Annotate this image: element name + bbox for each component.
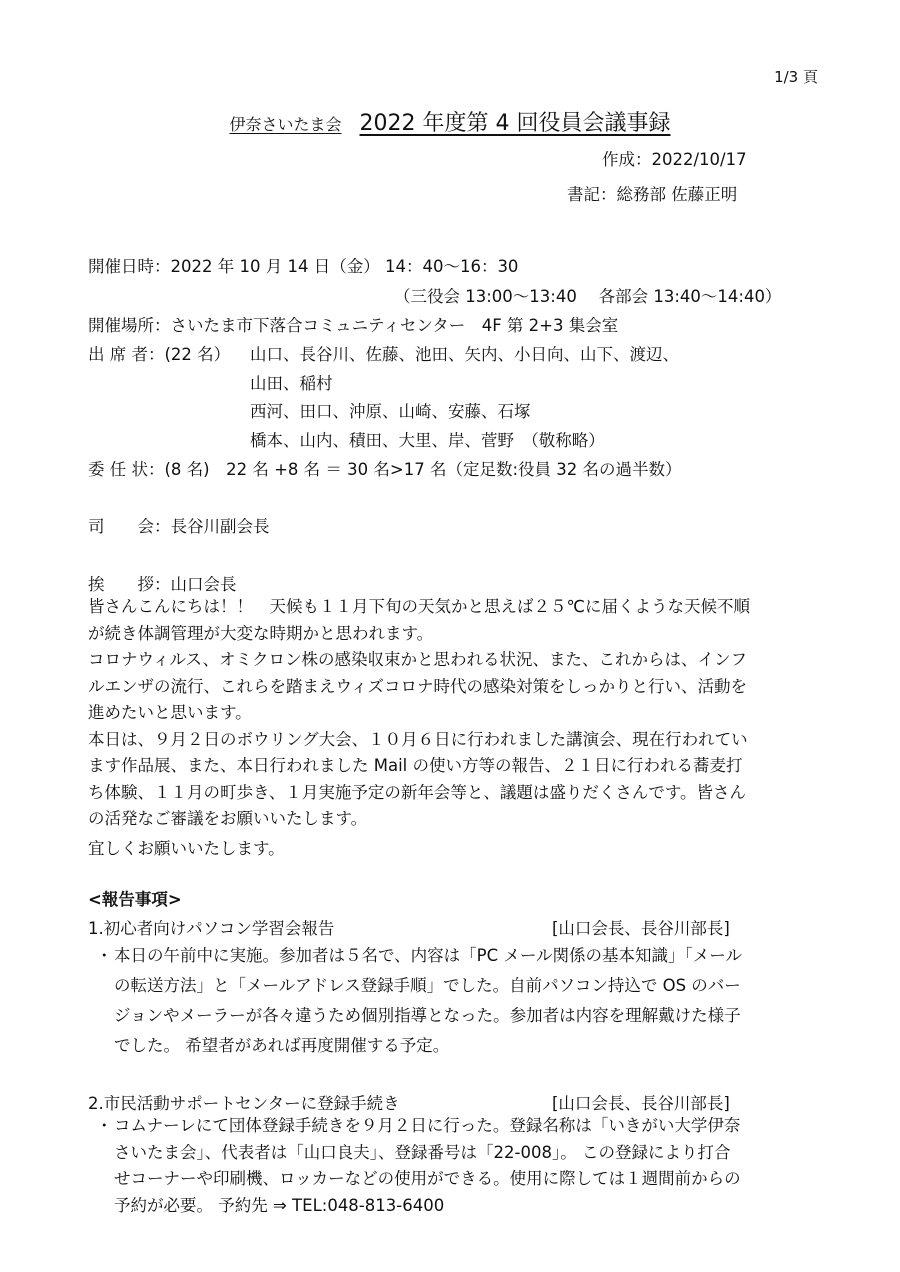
greeting-line: コロナウィルス、オミクロン株の感染収束かと思われる状況、また、これからは、インフ [88,650,748,669]
report-line: 予約が必要。 予約先 ⇒ TEL:048-813-6400 [114,1195,445,1215]
greeting-line: ち体験、１１月の町歩き、１月実施予定の新年会等と、議題は盛りだくさんです。皆さん [88,782,747,802]
report-line: 本日の午前中に実施。参加者は５名で、内容は「PC メール関係の基本知識」「メール [114,946,742,965]
greeting-line: ルエンザの流行、これらを踏まえウィズコロナ時代の感染対策をしっかりと行い、活動を [88,676,748,696]
report-title: 1.初心者向けパソコン学習会報告 [88,919,335,938]
report-line: せコーナーや印刷機、ロッカーなどの使用ができる。使用に際しては１週間前からの [114,1169,741,1188]
proxy-count: 委 任 状：(8 名) 22 名 +8 名 ＝ 30 名>17 名（定足数:役員 32 名の過半数） [88,460,682,479]
greeting-line: の活発なご審議をお願いいたします。 [88,809,368,828]
greeting-line: ます作品展、また、本日行われました Mail の使い方等の報告、２１日に行われる蕎麦打 [88,756,743,775]
org-name: 伊奈さいたま会 [229,115,342,134]
attendees-line: 山田、稲村 [250,374,333,393]
greeting-line: が続き体調管理が大変な時期かと思われます。 [88,623,434,643]
secretary: 書記：総務部 佐藤正明 [567,185,738,204]
attendees-label: 出 席 者：(22 名） [88,345,231,364]
attendees-line: 山口、長谷川、佐藤、池田、矢内、小日向、山下、渡辺、 [250,345,679,364]
report-line: の転送方法」と「メールアドレス登録手順」でした。自前パソコン持込で OS のバー [114,976,741,995]
greeting-line: 皆さんこんにちは！！ 天候も１１月下旬の天気かと思えば２５℃に届くような天候不順 [88,597,751,616]
report-line: でした。 希望者があれば再度開催する予定。 [114,1036,450,1055]
bullet-mark: ・ [96,946,113,965]
greeting-label: 挨 拶：山口会長 [88,575,237,594]
greeting-line: 宜しくお願いいたします。 [88,838,285,858]
report-tag: [山口会長、長谷川部長] [552,919,730,938]
created-date: 作成：2022/10/17 [602,150,747,169]
greeting-line: 本日は、９月２日のボウリング大会、１０月６日に行われました講演会、現在行われてい [88,729,748,749]
attendees-line: 西河、田口、沖原、山崎、安藤、石塚 [250,402,531,421]
meeting-datetime-sub: （三役会 13:00～13:40 各部会 13:40～14:40） [394,287,782,306]
greeting-line: 進めたいと思います。 [88,703,252,722]
attendees-line: 橋本、山内、積田、大里、岸、菅野 （敬称略） [250,431,605,450]
report-title: 2.市民活動サポートセンターに登録手続き [88,1094,400,1113]
report-line: ジョンやメーラーが各々違うため個別指導となった。参加者は内容を理解戴けた様子 [114,1006,741,1025]
meeting-venue: 開催場所：さいたま市下落合コミュニティセンター 4F 第 2+3 集会室 [88,316,619,335]
meeting-datetime: 開催日時：2022 年 10 月 14 日（金） 14：40～16：30 [88,257,519,276]
report-tag: [山口会長、長谷川部長] [552,1094,730,1113]
report-bullet [96,941,826,1061]
report-line: さいたま会」、代表者は「山口良夫」、登録番号は「22-008」。 この登録により打合 [114,1142,731,1162]
document-title [0,106,900,137]
reports-heading: <報告事項> [88,890,182,909]
bullet-mark: ・ [96,1116,113,1135]
greeting-body [88,594,824,862]
title-main: 2022 年度第 4 回役員会議事録 [359,111,671,136]
chair: 司 会：長谷川副会長 [88,517,270,536]
report-line: コムナーレにて団体登録手続きを９月２日に行った。登録名称は「いきがい大学伊奈 [114,1116,741,1135]
report-bullet [96,1113,826,1219]
page-number: 1/3 頁 [774,68,818,86]
